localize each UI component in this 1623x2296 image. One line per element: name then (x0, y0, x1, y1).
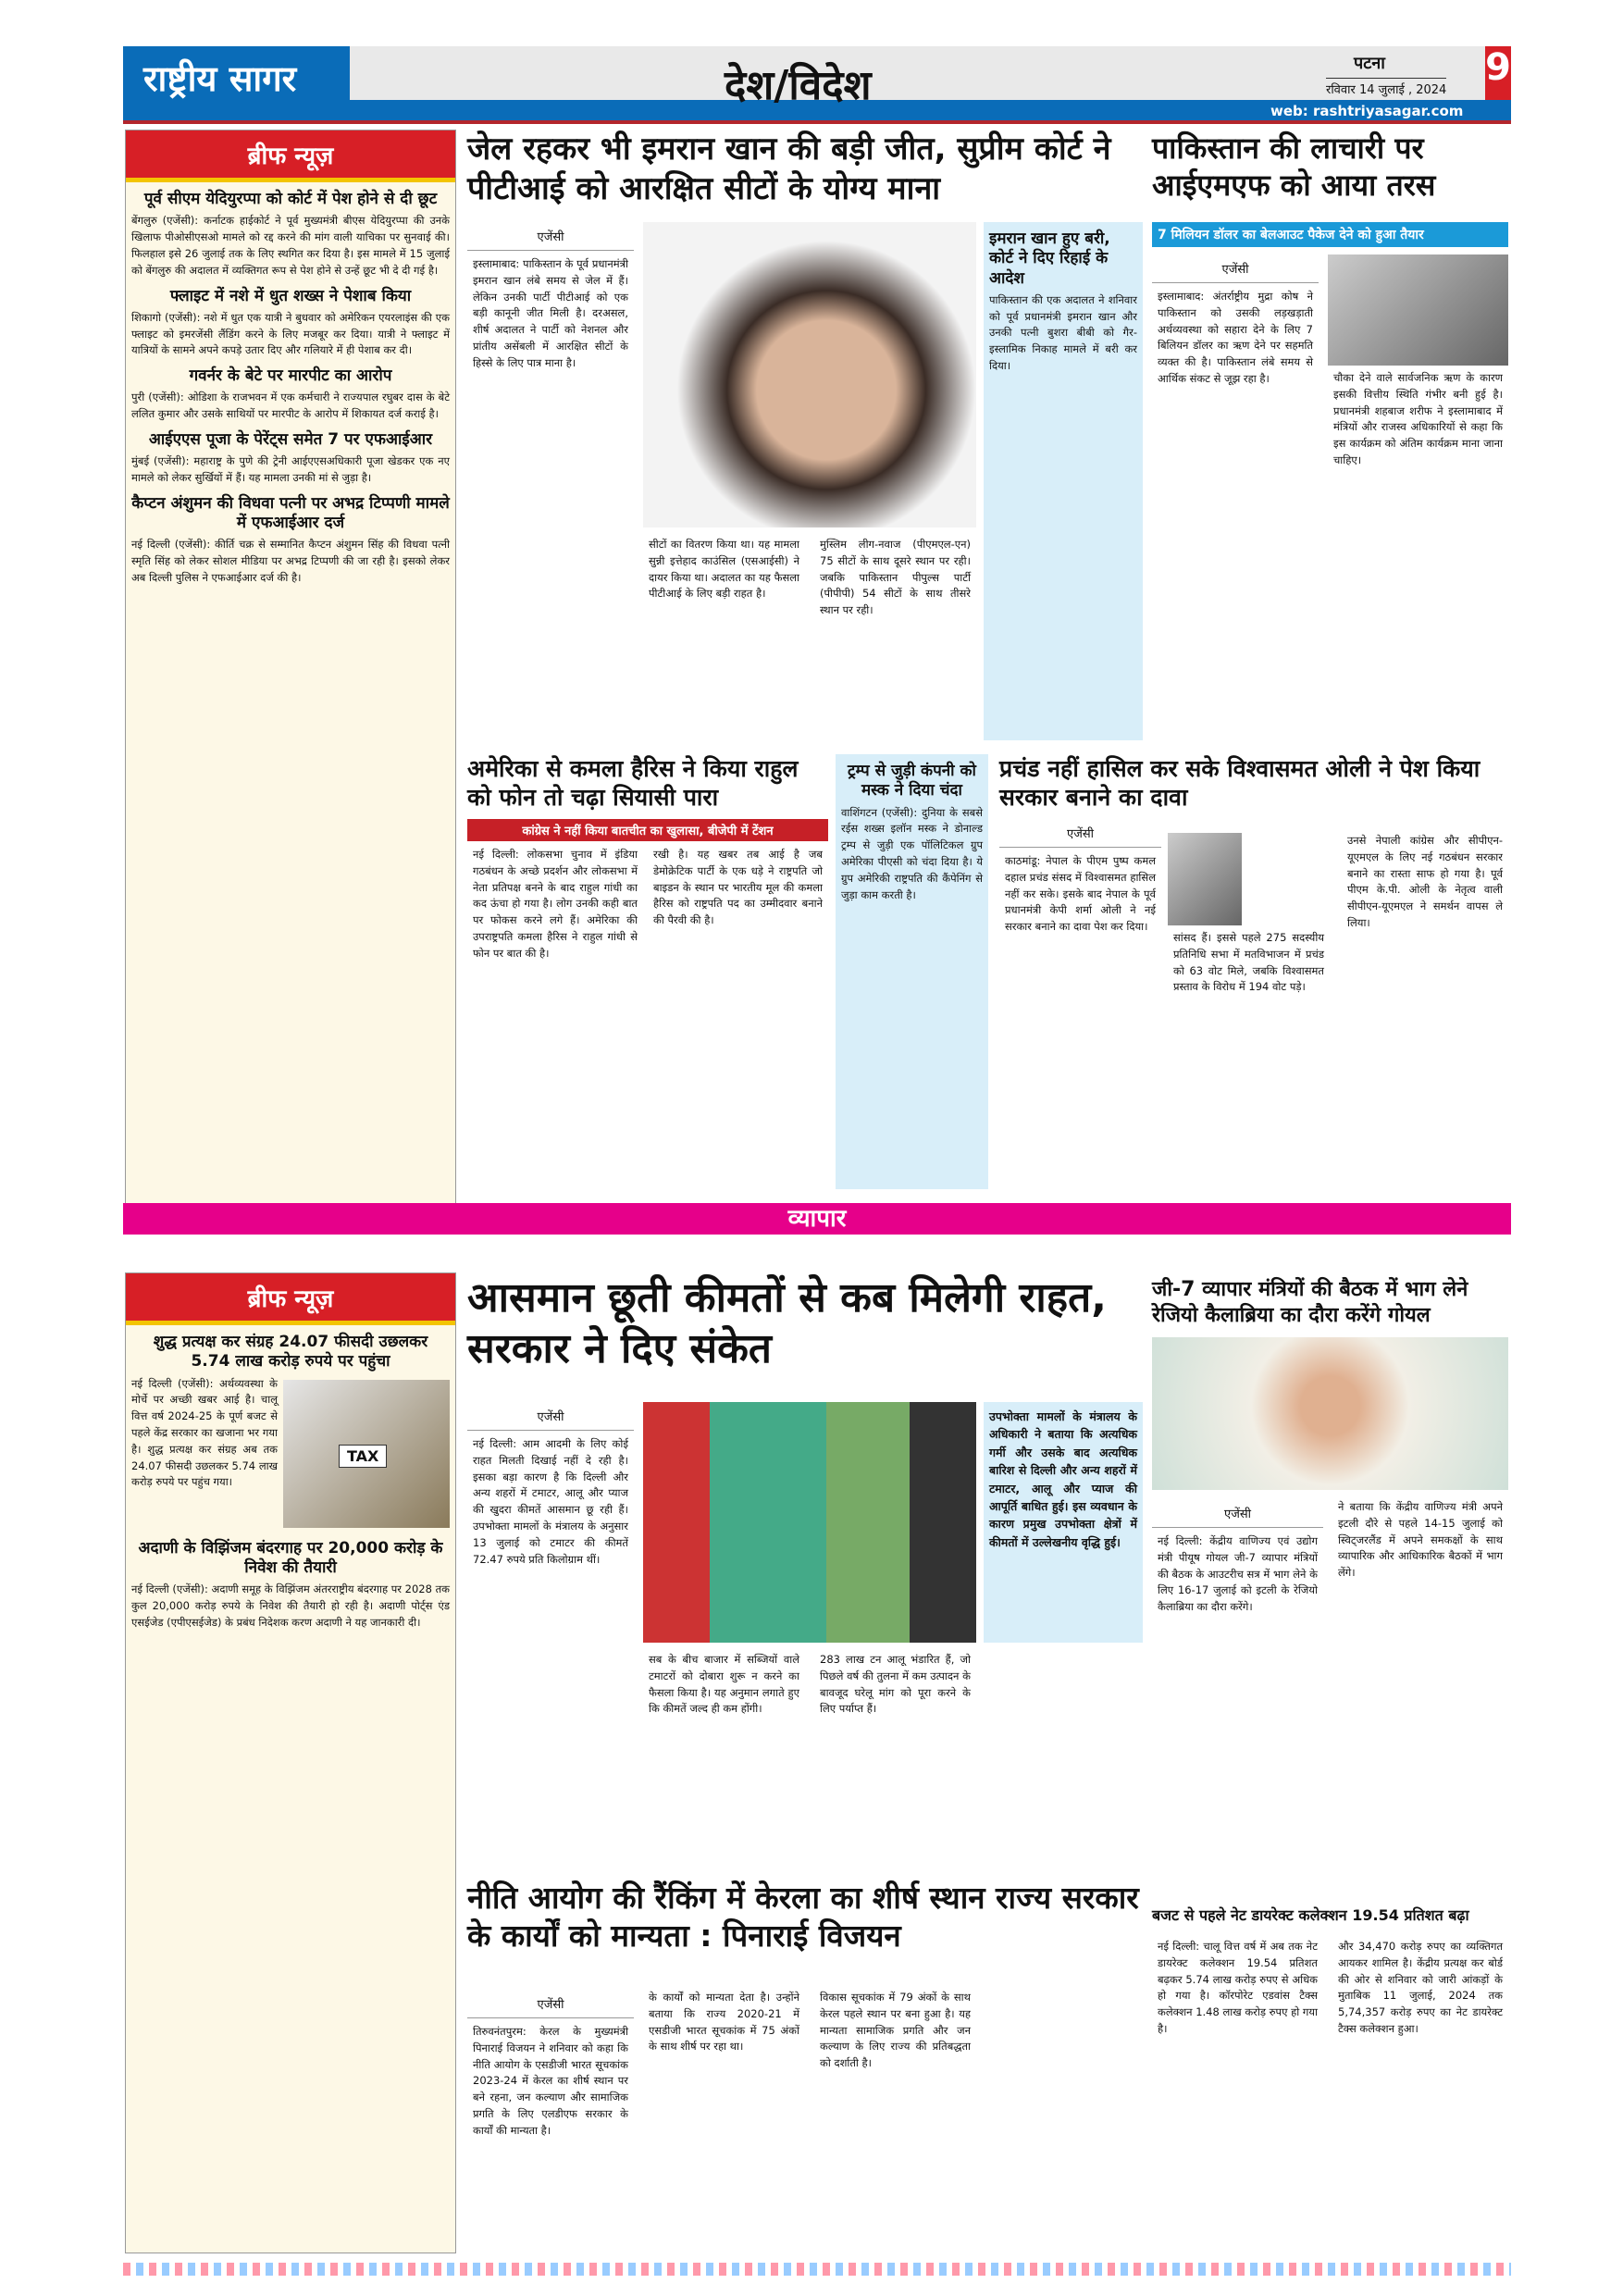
story-body: इस्लामाबाद: पाकिस्तान के पूर्व प्रधानमंत्री इमरान खान लंबे समय से जेल में हैं। लेकिन उनकी पार्टी पीटीआई को एक बड़ी कानूनी जीत मिली है। दरअसल, शीर्ष अदालत ने पार्टी को नेशनल और प्रांतीय असेंबली में आरक्षित सीटों के हिस्से के लिए पात्र माना है। (473, 257, 628, 369)
story-body: नई दिल्ली: चालू वित्त वर्ष में अब तक नेट डायरेक्ट कलेक्शन 19.54 प्रतिशत बढ़कर 5.74 लाख करोड़ रुपए से अधिक हो गया है। कॉरपोरेट एडवांस टैक्स कलेक्शन 1.48 लाख करोड़ रुपए हो गया है। (1158, 1940, 1318, 2036)
masthead (123, 46, 1511, 120)
imf-col-1 (1152, 254, 1319, 740)
kamala-col-2 (648, 847, 828, 1189)
brief-title: पूर्व सीएम येदियुरप्पा को कोर्ट में पेश होने से दी छूट (143, 190, 438, 208)
section-title: देश/विदेश (725, 62, 872, 109)
story-body: विकास सूचकांक में 79 अंकों के साथ केरल पहले स्थान पर बना हुआ है। यह मान्यता सामाजिक प्रगति और जन कल्याण के लिए राज्य की प्रतिबद्धता को दर्शाती है। (820, 1991, 971, 2070)
goyal-photo (1152, 1337, 1508, 1490)
brief-body: शिकागो (एजेंसी): नशे में धुत एक यात्री ने बुधवार को अमेरिकन एयरलाइंस की एक फ्लाइट को इमरजेंसी लैंडिंग करने के लिए मजबूर कर दिया। यात्री ने फ्लाइट में यात्रियों के सामने अपने कपड़े उतार दिए और गलियारे में ही पेशाब कर दी। (131, 310, 450, 357)
g7-headline: जी-7 व्यापार मंत्रियों की बैठक में भाग लेने रेजियो कैलाब्रिया का दौरा करेंगे गोयल (1152, 1278, 1468, 1327)
musk-headline: ट्रम्प से जुड़ी कंपनी को मस्क ने दिया चंदा (848, 762, 976, 800)
sidebar-title: इमरान खान हुए बरी, कोर्ट ने दिए रिहाई के आदेश (989, 230, 1110, 288)
imran-col-3 (814, 537, 976, 740)
brief-body: मुंबई (एजेंसी): महाराष्ट्र के पुणे की ट्रेनी आईएएसअधिकारी पूजा खेडकर एक नए मामले को लेकर सुर्खियों में हैं। यह मामला उनकी मां से जुड़ा है। (131, 454, 450, 485)
edition-date: रविवार 14 जुलाई , 2024 (1326, 78, 1446, 97)
footer-decoration (123, 2263, 1511, 2276)
niti-headline: नीति आयोग की रैंकिंग में केरला का शीर्ष स्थान राज्य सरकार के कार्यों को मान्यता : पिनाराई विजयन (467, 1880, 1139, 1955)
prices-col-1 (467, 1402, 634, 1865)
brief-body: पुरी (एजेंसी): ओडिशा के राजभवन में एक कर्मचारी ने राज्यपाल रघुबर दास के बेटे ललित कुमार और उसके साथियों पर मारपीट के आरोप में शिकायत दर्ज कराई है। (131, 391, 450, 421)
imran-col-1 (467, 222, 634, 740)
story-body: नई दिल्ली: केंद्रीय वाणिज्य एवं उद्योग मंत्री पीयूष गोयल जी-7 व्यापार मंत्रियों की बैठक के आउटरीच सत्र में भाग लेने के लिए 16-17 जुलाई को इटली के रेजियो कैलाब्रिया का दौरा करेंगे। (1158, 1534, 1318, 1614)
story-body: वाशिंगटन (एजेंसी): दुनिया के सबसे रईस शख्स इलॉन मस्क ने डोनाल्ड ट्रम्प से जुड़ी एक पॉलिटिकल ग्रुप अमेरिका पीएसी को चंदा दिया है। ये ग्रुप अमेरिकी राष्ट्रपति की कैंपेनिंग से जुड़ा काम करती है। (841, 805, 983, 901)
budget-col-1 (1152, 1939, 1323, 2258)
prices-sidebar (984, 1402, 1143, 1643)
niti-col-2 (643, 1990, 805, 2258)
kamala-subhead: कांग्रेस ने नहीं किया बातचीत का खुलासा, बीजेपी में टेंशन (467, 819, 828, 841)
agency-label: एजेंसी (467, 1990, 634, 2018)
brief-title: कैप्टन अंशुमन की विधवा पत्नी पर अभद्र टिप्पणी मामले में एफआईआर दर्ज (131, 493, 450, 533)
brief-news-ribbon: ब्रीफ न्यूज़ (126, 1273, 455, 1325)
g7-col-1 (1152, 1499, 1323, 1888)
website-link[interactable]: web: rashtriyasagar.com (1270, 103, 1464, 119)
g7-col-2 (1332, 1499, 1508, 1888)
nepal-col-3 (1342, 833, 1508, 1189)
agency-label: एजेंसी (467, 1402, 634, 1431)
brief-title: शुद्ध प्रत्यक्ष कर संग्रह 24.07 फीसदी उछलकर 5.74 लाख करोड़ रुपये पर पहुंचा (153, 1333, 428, 1371)
budget-headline: बजट से पहले नेट डायरेक्ट कलेक्शन 19.54 प्रतिशत बढ़ा (1152, 1906, 1469, 1924)
newspaper-logo: राष्ट्रीय सागर (143, 58, 297, 99)
story-body: ने बताया कि केंद्रीय वाणिज्य मंत्री अपने इटली दौरे से पहले 14-15 जुलाई को स्विट्जरलैंड में अपने समकक्षों के साथ व्यापारिक और आधिकारिक बैठकों में भाग लेंगे। (1338, 1500, 1503, 1580)
story-body: काठमांडू: नेपाल के पीएम पुष्प कमल दहाल प्रचंड संसद में विश्वासमत हासिल नहीं कर सके। इसके बाद नेपाल के पूर्व प्रधानमंत्री केपी शर्मा ओली ने नई सरकार बनाने का दावा पेश कर दिया। (1005, 854, 1156, 934)
nepal-headline: प्रचंड नहीं हासिल कर सके विश्वासमत ओली ने पेश किया सरकार बनाने का दावा (999, 755, 1481, 812)
imran-col-2 (643, 537, 805, 740)
oli-photo (1168, 833, 1242, 925)
brief-news-box (125, 130, 456, 1226)
story-body: सब के बीच बाजार में सब्जियों वाले टमाटरों को दोबारा शुरू न करने का फैसला किया है। यह अनुमान लगाते हुए कि कीमतें जल्द ही कम होंगी। (649, 1653, 799, 1716)
nepal-col-1 (999, 819, 1161, 1189)
story-body: के कार्यों को मान्यता देता है। उन्होंने बताया कि राज्य 2020-21 में एसडीजी भारत सूचकांक में 75 अंकों के साथ शीर्ष पर रहा था। (649, 1991, 799, 2054)
story-body: सांसद हैं। इससे पहले 275 सदस्यीय प्रतिनिधि सभा में मतविभाजन में प्रचंड को 63 वोट मिले, जबकि विश्वासमत प्रस्ताव के विरोध में 194 वोट पड़े। (1173, 931, 1324, 994)
imf-col-2 (1328, 370, 1508, 740)
story-body: सीटों का वितरण किया था। यह मामला सुन्नी इत्तेहाद काउंसिल (एसआईसी) ने दायर किया था। अदालत का यह फैसला पीटीआई के लिए बड़ी राहत है। (649, 538, 799, 601)
story-body: 283 लाख टन आलू भंडारित हैं, जो पिछले वर्ष की तुलना में कम उत्पादन के बावजूद घरेलू मांग को पूरा करने के लिए पर्याप्त हैं। (820, 1653, 971, 1716)
budget-col-2 (1332, 1939, 1508, 2258)
brief-body: नई दिल्ली (एजेंसी): अर्थव्यवस्था के मोर्चे पर अच्छी खबर आई है। चालू वित्त वर्ष 2024-25 के पूर्ण बजट से पहले केंद्र सरकार का खजाना भर गया है। शुद्ध प्रत्यक्ष कर संग्रह अब तक 24.07 फीसदी उछलकर 5.74 लाख करोड़ रुपये पर पहुंच गया। (131, 1376, 278, 1489)
story-body: मुस्लिम लीग-नवाज (पीएमएल-एन) 75 सीटों के साथ दूसरे स्थान पर रही। जबकि पाकिस्तान पीपुल्स पार्टी (पीपीपी) 54 सीटों के साथ तीसरे स्थान पर रही। (820, 538, 971, 617)
tax-label: TAX (339, 1445, 387, 1468)
musk-story (836, 754, 988, 1189)
brief-news-ribbon: ब्रीफ न्यूज़ (126, 130, 455, 182)
brief-item (126, 190, 455, 279)
story-body: इस्लामाबाद: अंतर्राष्ट्रीय मुद्रा कोष ने पाकिस्तान को उसकी लड़खड़ाती अर्थव्यवस्था को सहारा देने के लिए 7 बिलियन डॉलर का ऋण देने पर सहमति व्यक्त की है। पाकिस्तान लंबे समय से आर्थिक संकट से जूझ रहा है। (1158, 290, 1313, 386)
imf-subhead: 7 मिलियन डॉलर का बेलआउट पैकेज देने को हुआ तैयार (1152, 222, 1508, 247)
section-band-business: व्यापार (123, 1203, 1511, 1235)
prices-headline: आसमान छूती कीमतों से कब मिलेगी राहत, सरकार ने दिए संकेत (467, 1274, 1107, 1372)
header-divider (123, 120, 1511, 124)
imran-khan-photo (643, 222, 976, 527)
brief-item (126, 287, 455, 360)
prices-col-3 (814, 1652, 976, 1865)
niti-col-3 (814, 1990, 976, 2258)
brief-title: फ्लाइट में नशे में धुत शख्स ने पेशाब किया (169, 286, 412, 305)
story-body: नई दिल्ली: लोकसभा चुनाव में इंडिया गठबंधन के अच्छे प्रदर्शन और लोकसभा में नेता प्रतिपक्ष बनने के बाद राहुल गांधी का कद ऊंचा हो गया है। लोग उनकी कही बात पर फोकस करने लगे हैं। अमेरिका की उपराष्ट्रपति कमला हैरिस ने राहुल गांधी से फोन पर बात की है। (473, 848, 638, 960)
story-body: और 34,470 करोड़ रुपए का व्यक्तिगत आयकर शामिल है। केंद्रीय प्रत्यक्ष कर बोर्ड की ओर से शनिवार को जारी आंकड़ों के मुताबिक 11 जुलाई, 2024 तक 5,74,357 करोड़ रुपए का नेट डायरेक्ट टैक्स कलेक्शन हुआ। (1338, 1940, 1503, 2036)
story-body: नई दिल्ली: आम आदमी के लिए कोई राहत मिलती दिखाई नहीं दे रही है। इसका बड़ा कारण है कि दिल्ली और अन्य शहरों में टमाटर, आलू और प्याज की खुदरा कीमतें आसमान छू रही हैं। उपभोक्ता मामलों के मंत्रालय के अनुसार 13 जुलाई को टमाटर की कीमतें 72.47 रुपये प्रति किलोग्राम थीं। (473, 1437, 628, 1566)
brief-body: नई दिल्ली (एजेंसी): अदाणी समूह के विझिंजम अंतरराष्ट्रीय बंदरगाह पर 2028 तक कुल 20,000 करोड़ रुपये के निवेश की तैयारी हो रही है। अदाणी पोर्ट्स एंड एसईजेड (एपीएसईजेड) के प्रबंध निदेशक करण अदाणी ने यह जानकारी दी। (131, 1582, 450, 1629)
agency-label: एजेंसी (1152, 1499, 1323, 1528)
prices-col-2 (643, 1652, 805, 1865)
imf-photo (1328, 254, 1508, 366)
story-body: तिरुवनंतपुरम: केरल के मुख्यमंत्री पिनाराई विजयन ने शनिवार को कहा कि नीति आयोग के एसडीजी भारत सूचकांक 2023-24 में केरल का शीर्ष स्थान पर बने रहना, जन कल्याण और सामाजिक प्रगति के लिए एलडीएफ सरकार के कार्यों की मान्यता है। (473, 2025, 628, 2137)
brief-item (126, 366, 455, 423)
vegetables-photo (643, 1402, 976, 1643)
brief-title: आईएएस पूजा के पेरेंट्स समेत 7 पर एफआईआर (148, 430, 433, 450)
brief-body: नई दिल्ली (एजेंसी): कीर्ति चक्र से सम्मानित कैप्टन अंशुमन सिंह की विधवा पत्नी स्मृति सिंह को लेकर सोशल मीडिया पर अभद्र टिप्पणी की जा रही है। इसको लेकर अब दिल्ली पुलिस ने एफआईआर दर्ज की है। (131, 538, 450, 585)
nepal-col-2 (1168, 930, 1330, 1189)
page-number: 9 (1485, 46, 1511, 100)
imf-headline: पाकिस्तान की लाचारी पर आईएमएफ को आया तरस (1152, 130, 1436, 203)
niti-col-1 (467, 1990, 634, 2258)
story-body: उनसे नेपाली कांग्रेस और सीपीएन-यूएमएल के लिए नई गठबंधन सरकार बनाने का रास्ता साफ हो गया है। पूर्व पीएम के.पी. ओली के नेतृत्व वाली सीपीएन-यूएमएल ने समर्थन वापस ले लिया। (1347, 834, 1503, 930)
sidebar-body: पाकिस्तान की एक अदालत ने शनिवार को पूर्व प्रधानमंत्री इमरान खान और उनकी पत्नी बुशरा बीबी को गैर-इस्लामिक निकाह मामले में बरी कर दिया। (989, 292, 1137, 372)
imran-sidebar (984, 222, 1143, 740)
brief-item (126, 430, 455, 487)
brief-body: बेंगलुरु (एजेंसी): कर्नाटक हाईकोर्ट ने पूर्व मुख्यमंत्री बीएस येदियुरप्पा की उनके खिलाफ पीओसीएसओ मामले को रद्द करने की मांग वाली याचिका पर सुनवाई की। फिलहाल इसे 26 जुलाई तक के लिए स्थगित कर दिया है। इस मामले में 15 जुलाई को बेंगलुरु की अदालत में व्यक्तिगत रूप से पेश होने से उन्हें छूट भी दे दी गई है। (131, 214, 450, 277)
agency-label: एजेंसी (467, 222, 634, 251)
tax-photo (283, 1380, 450, 1528)
kamala-col-1 (467, 847, 643, 1189)
kamala-headline: अमेरिका से कमला हैरिस ने किया राहुल को फोन तो चढ़ा सियासी पारा (467, 755, 799, 812)
logo-block (123, 46, 350, 120)
brief-title: अदाणी के विझिंजम बंदरगाह पर 20,000 करोड़ के निवेश की तैयारी (138, 1538, 443, 1577)
brief-news-box-business (125, 1272, 456, 2253)
agency-label: एजेंसी (999, 819, 1161, 848)
edition-city: पटना (1354, 54, 1385, 73)
imran-headline: जेल रहकर भी इमरान खान की बड़ी जीत, सुप्रीम कोर्ट ने पीटीआई को आरक्षित सीटों के योग्य माना (467, 130, 1111, 207)
agency-label: एजेंसी (1152, 254, 1319, 283)
story-body: चौका देने वाले सार्वजनिक ऋण के कारण इसकी वित्तीय स्थिति गंभीर बनी हुई है। प्रधानमंत्री शहबाज शरीफ ने इस्लामाबाद में मंत्रियों और राजस्व अधिकारियों से कहा कि इस कार्यक्रम को अंतिम कार्यक्रम माना जाना चाहिए। (1333, 371, 1503, 467)
sidebar-body: उपभोक्ता मामलों के मंत्रालय के अधिकारी ने बताया कि अत्यधिक गर्मी और उसके बाद अत्यधिक बारिश से दिल्ली और अन्य शहरों में टमाटर, आलू और प्याज की आपूर्ति बाधित हुई। इस व्यवधान के कारण प्रमुख उपभोक्ता क्षेत्रों में कीमतों में उल्लेखनीय वृद्धि हुई। (989, 1409, 1137, 1549)
brief-item (126, 494, 455, 587)
brief-title: गवर्नर के बेटे पर मारपीट का आरोप (189, 366, 392, 386)
story-body: रखी है। यह खबर तब आई है जब डेमोक्रेटिक पार्टी के एक धड़े ने राष्ट्रपति जो बाइडन के स्थान पर भारतीय मूल की कमला हैरिस को राष्ट्रपति पद का उम्मीदवार बनाने की पैरवी की है। (653, 848, 823, 927)
